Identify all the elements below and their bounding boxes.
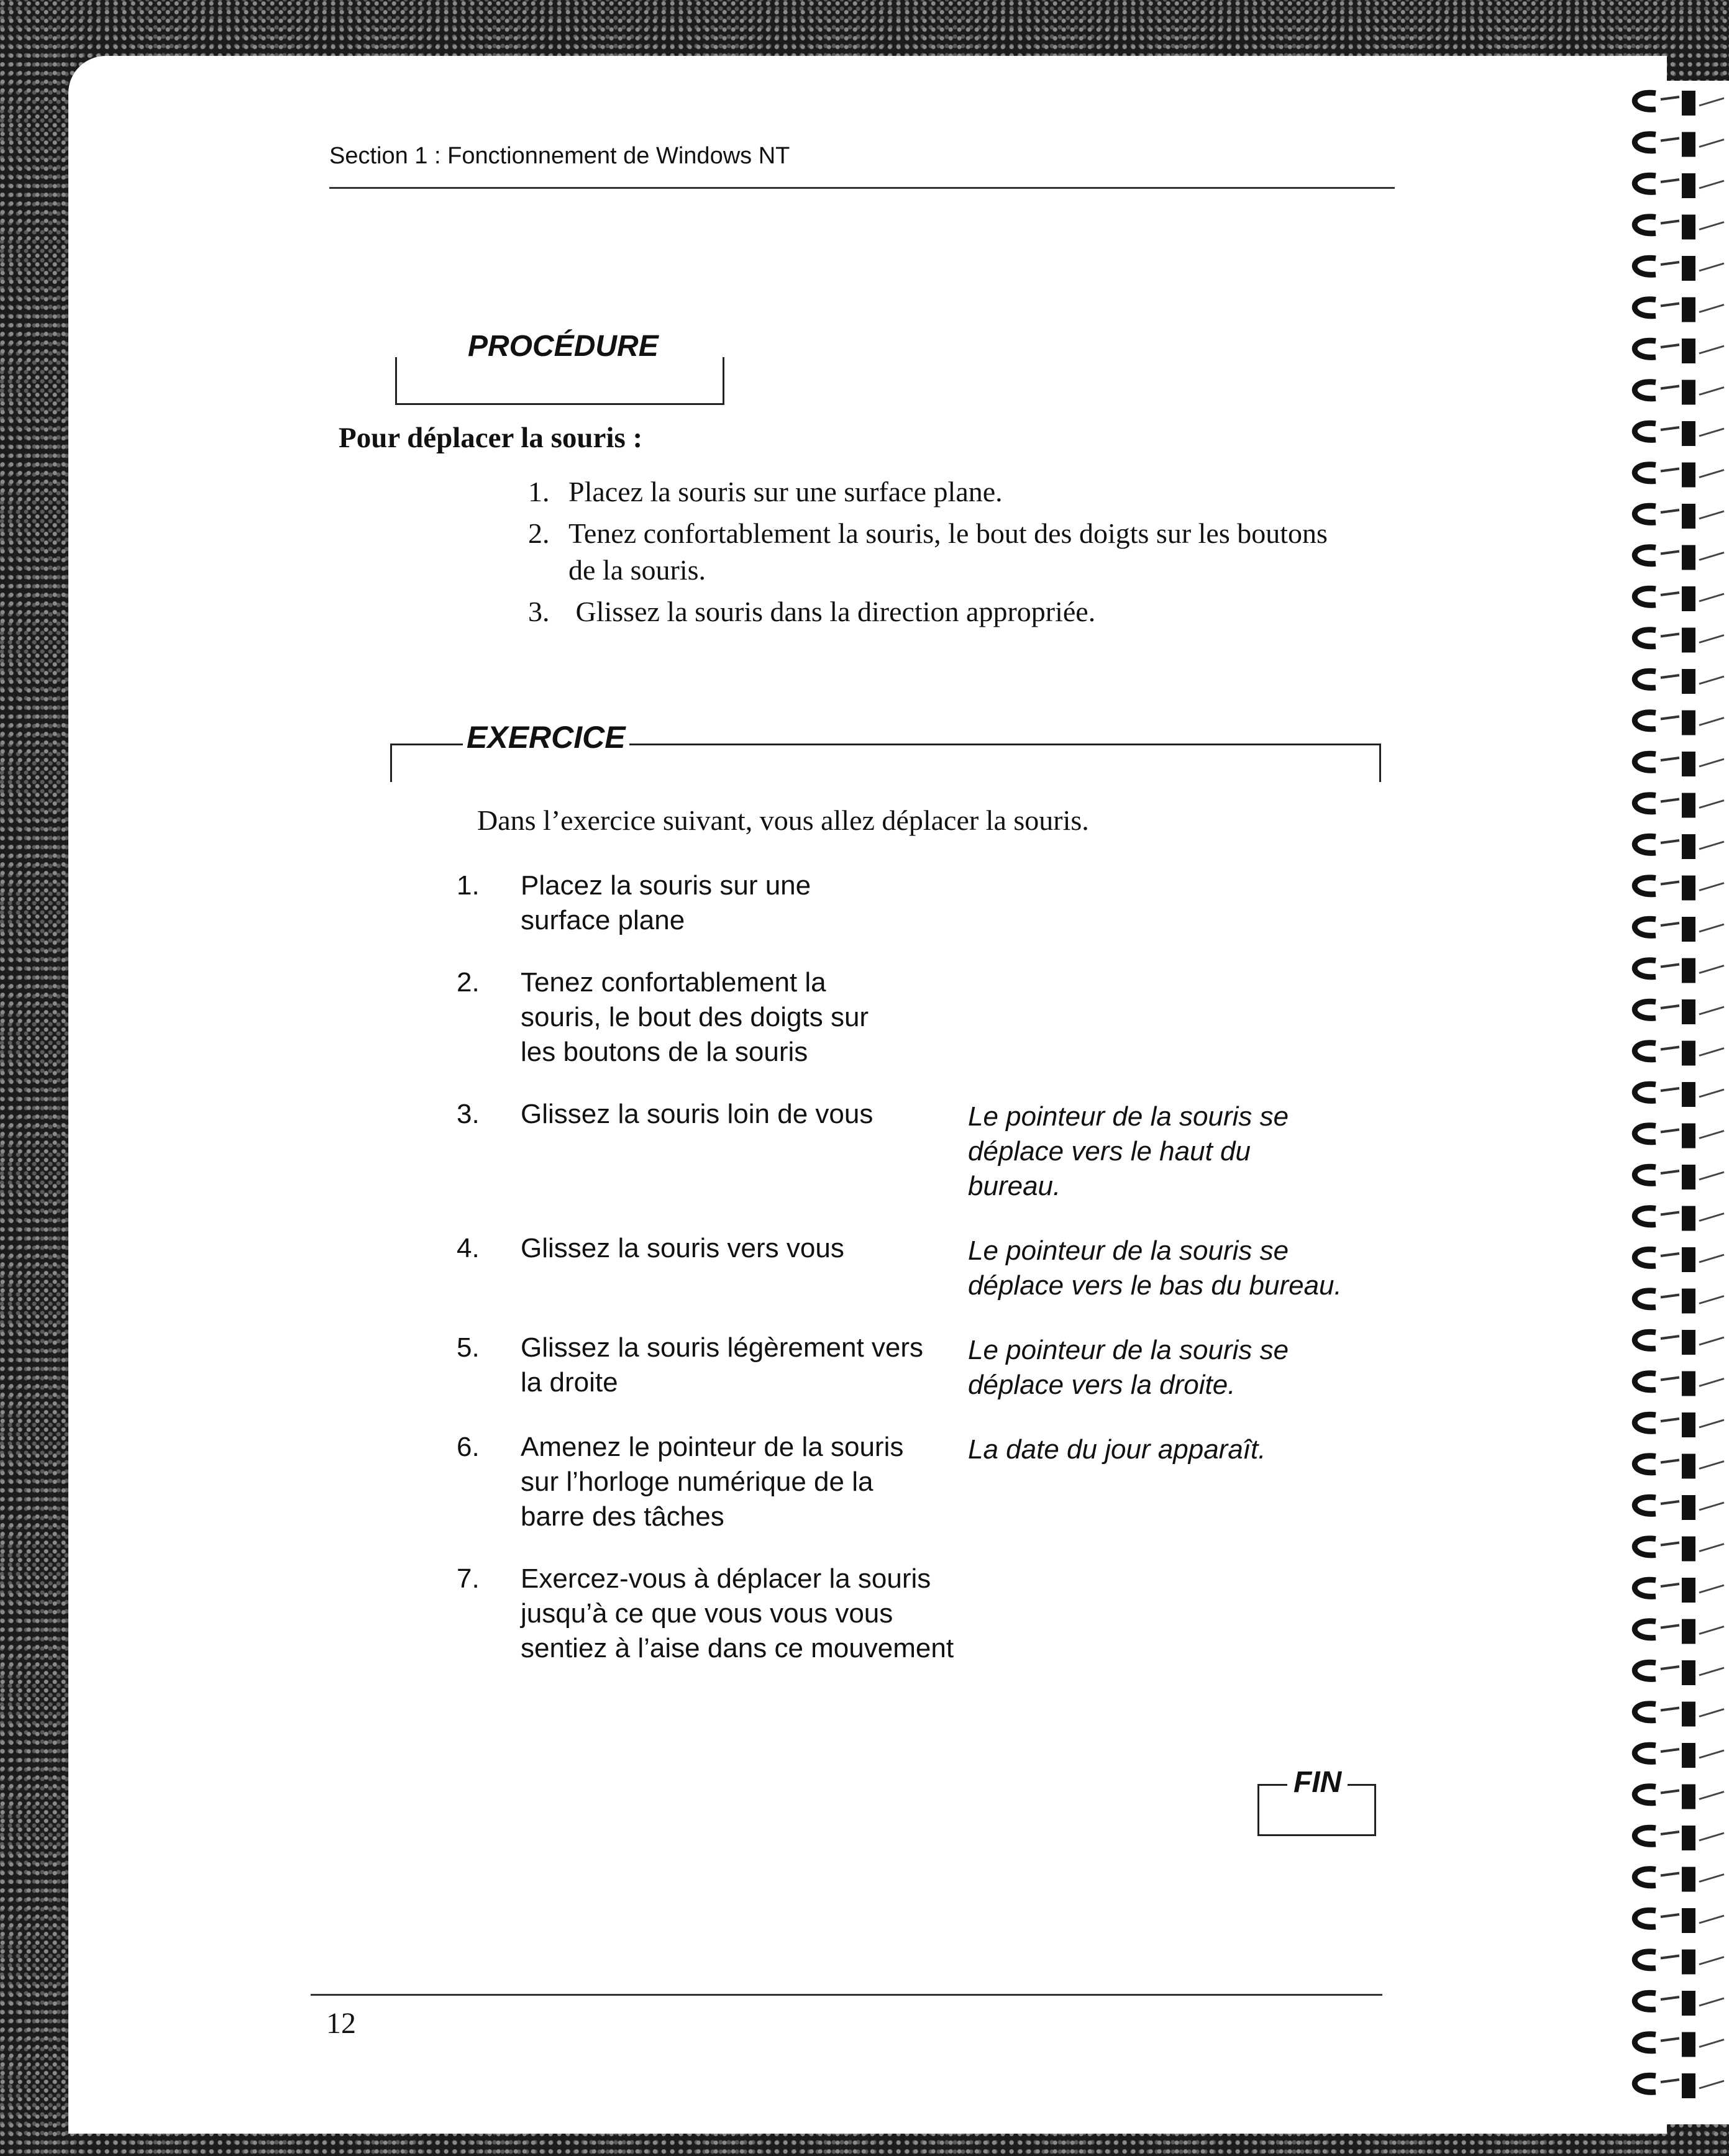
step-number: 7. [457,1563,480,1594]
step-number: 2. [528,517,550,549]
exercise-intro: Dans l’exercice suivant, vous allez déplacer la souris. [477,804,1089,836]
footer-rule [311,1994,1382,1996]
step-text: Tenez confortablement la souris, le bout des doigts sur les boutons de la souris. [568,517,1328,586]
step-number: 2. [457,967,480,998]
step-action: Glissez la souris loin de vous [521,1099,874,1129]
list-item [528,593,1398,630]
table-row [457,1430,1413,1534]
step-action: Placez la souris sur une surface plane [521,870,811,935]
step-number: 1. [528,476,550,507]
header-rule [329,187,1395,189]
procedure-steps [528,473,1398,635]
exercise-frame-right [1379,744,1381,782]
step-number: 3. [528,596,550,627]
step-result: La date du jour apparaît. [968,1434,1266,1465]
step-number: 3. [457,1099,480,1129]
step-result: Le pointeur de la souris se déplace vers la droite. [968,1335,1289,1400]
exercise-steps [457,868,1413,1693]
list-item [528,473,1398,510]
step-action: Amenez le pointeur de la souris sur l’horloge numérique de la barre des tâches [521,1432,904,1532]
step-result: Le pointeur de la souris se déplace vers le bas du bureau. [968,1235,1342,1301]
table-row [457,1097,1413,1204]
procedure-lead: Pour déplacer la souris : [339,422,643,454]
exercise-label: EXERCICE [463,719,629,755]
page-number: 12 [326,2007,356,2040]
step-result [906,968,1310,1070]
step-action: Glissez la souris légèrement vers la droite [521,1332,924,1398]
step-result [869,871,1272,938]
step-number: 5. [457,1332,480,1363]
running-header: Section 1 : Fonctionnement de Windows NT [329,143,790,169]
step-result: Le pointeur de la souris se déplace vers le haut du bureau. [968,1101,1289,1201]
step-number: 4. [457,1233,480,1263]
table-row [457,965,1413,1070]
table-row [457,1330,1413,1403]
step-result [956,1564,1359,1666]
list-item [528,515,1398,588]
table-row [457,868,1413,938]
step-number: 6. [457,1432,480,1462]
step-number: 1. [457,870,480,901]
step-action: Glissez la souris vers vous [521,1233,844,1263]
exercise-frame-left [390,744,392,782]
procedure-frame [395,357,724,405]
step-action: Tenez confortablement la souris, le bout des doigts sur les boutons de la souris [521,967,869,1067]
procedure-label: PROCÉDURE [463,329,664,363]
table-row [457,1231,1413,1303]
step-action: Exercez-vous à déplacer la souris jusqu’à ce que vous vous vous sentiez à l’aise dans ce mouvement [521,1563,954,1663]
spiral-binding [1612,81,1729,2124]
table-row [457,1562,1413,1666]
step-text: Placez la souris sur une surface plane. [568,476,1003,507]
step-text: Glissez la souris dans la direction appropriée. [568,596,1096,627]
end-marker-label: FIN [1287,1765,1348,1799]
